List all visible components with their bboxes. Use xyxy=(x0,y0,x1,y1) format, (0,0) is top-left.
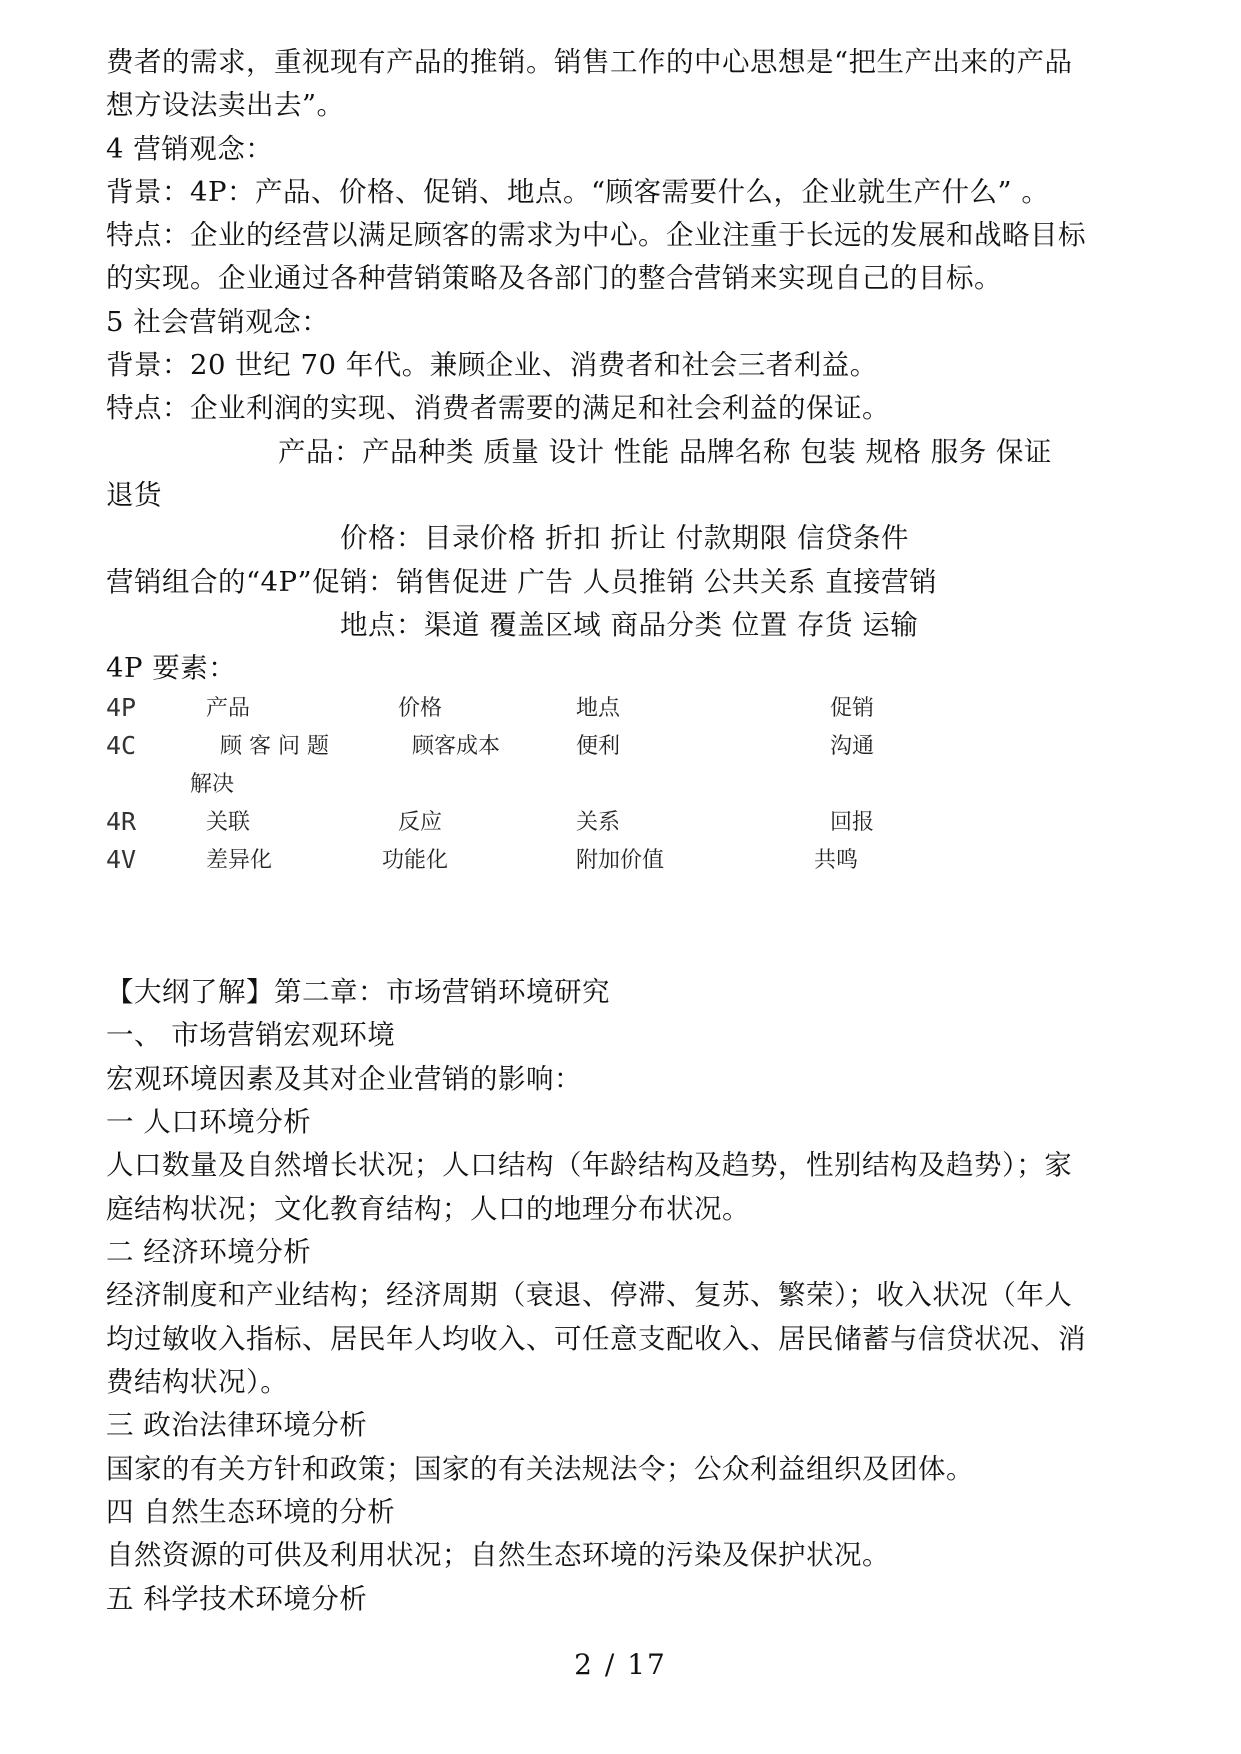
mix-place-line: 地点：渠道 覆盖区域 商品分类 位置 存货 运输 xyxy=(340,609,919,641)
table-cell: 附加价值 xyxy=(576,848,665,873)
mix-product-line: 产品：产品种类 质量 设计 性能 品牌名称 包装 规格 服务 保证 xyxy=(278,436,1052,468)
mix-promotion-line: 营销组合的“4P”促销：销售促进 广告 人员推销 公共关系 直接营销 xyxy=(106,566,938,598)
subsection-heading: 二 经济环境分析 xyxy=(106,1236,312,1268)
elements-heading: 4P 要素： xyxy=(106,652,237,684)
table-cell: 顾 客 问 题 xyxy=(220,734,329,759)
paragraph-line: 自然资源的可供及利用状况；自然生态环境的污染及保护状况。 xyxy=(106,1539,890,1571)
table-cell: 回报 xyxy=(830,810,875,835)
subsection-heading: 一 人口环境分析 xyxy=(106,1106,312,1138)
table-cell: 价格 xyxy=(398,696,443,721)
paragraph-line: 费者的需求，重视现有产品的推销。销售工作的中心思想是“把生产出来的产品 xyxy=(106,46,1073,78)
paragraph-line: 特点：企业利润的实现、消费者需要的满足和社会利益的保证。 xyxy=(106,392,890,424)
table-cell: 功能化 xyxy=(382,848,449,873)
table-cell: 共鸣 xyxy=(814,848,859,873)
table-cell: 关系 xyxy=(576,810,621,835)
paragraph-line: 背景：4P：产品、价格、促销、地点。“顾客需要什么，企业就生产什么” 。 xyxy=(106,176,1050,208)
table-cell: 地点 xyxy=(576,696,621,721)
table-row-label: 4V xyxy=(106,845,137,874)
paragraph-line: 经济制度和产业结构；经济周期（衰退、停滞、复苏、繁荣）；收入状况（年人 xyxy=(106,1279,1073,1311)
table-cell: 顾客成本 xyxy=(412,734,501,759)
chapter-heading: 【大纲了解】第二章：市场营销环境研究 xyxy=(106,976,610,1008)
paragraph-line: 想方设法卖出去”。 xyxy=(106,89,345,121)
page-number: 2 / 17 xyxy=(574,1648,667,1681)
heading-marketing-concept: 4 营销观念： xyxy=(106,133,274,165)
table-row-label: 4C xyxy=(106,731,137,760)
heading-social-marketing: 5 社会营销观念： xyxy=(106,306,330,338)
mix-product-wrap: 退货 xyxy=(106,479,162,511)
subsection-heading: 四 自然生态环境的分析 xyxy=(106,1496,396,1528)
paragraph-line: 均过敏收入指标、居民年人均收入、可任意支配收入、居民储蓄与信贷状况、消 xyxy=(106,1323,1086,1355)
table-cell: 促销 xyxy=(830,696,875,721)
table-cell: 便利 xyxy=(576,734,621,759)
paragraph-line: 费结构状况）。 xyxy=(106,1366,289,1398)
table-cell-wrap: 解决 xyxy=(190,772,235,797)
section-heading: 一、 市场营销宏观环境 xyxy=(106,1019,396,1051)
table-cell: 产品 xyxy=(206,696,251,721)
mix-price-line: 价格：目录价格 折扣 折让 付款期限 信贷条件 xyxy=(340,522,909,554)
table-cell: 反应 xyxy=(398,810,443,835)
subsection-heading: 五 科学技术环境分析 xyxy=(106,1583,368,1615)
table-cell: 关联 xyxy=(206,810,251,835)
paragraph-line: 人口数量及自然增长状况；人口结构（年龄结构及趋势，性别结构及趋势）；家 xyxy=(106,1149,1073,1181)
table-cell: 沟通 xyxy=(830,734,875,759)
paragraph-line: 宏观环境因素及其对企业营销的影响： xyxy=(106,1063,582,1095)
table-row-label: 4P xyxy=(106,693,137,722)
paragraph-line: 特点：企业的经营以满足顾客的需求为中心。企业注重于长远的发展和战略目标 xyxy=(106,219,1086,251)
table-row-label: 4R xyxy=(106,807,137,836)
paragraph-line: 的实现。企业通过各种营销策略及各部门的整合营销来实现自己的目标。 xyxy=(106,262,1002,294)
paragraph-line: 庭结构状况；文化教育结构；人口的地理分布状况。 xyxy=(106,1193,750,1225)
table-cell: 差异化 xyxy=(206,848,273,873)
paragraph-line: 国家的有关方针和政策；国家的有关法规法令；公众利益组织及团体。 xyxy=(106,1453,974,1485)
paragraph-line: 背景：20 世纪 70 年代。兼顾企业、消费者和社会三者利益。 xyxy=(106,349,878,381)
subsection-heading: 三 政治法律环境分析 xyxy=(106,1409,368,1441)
